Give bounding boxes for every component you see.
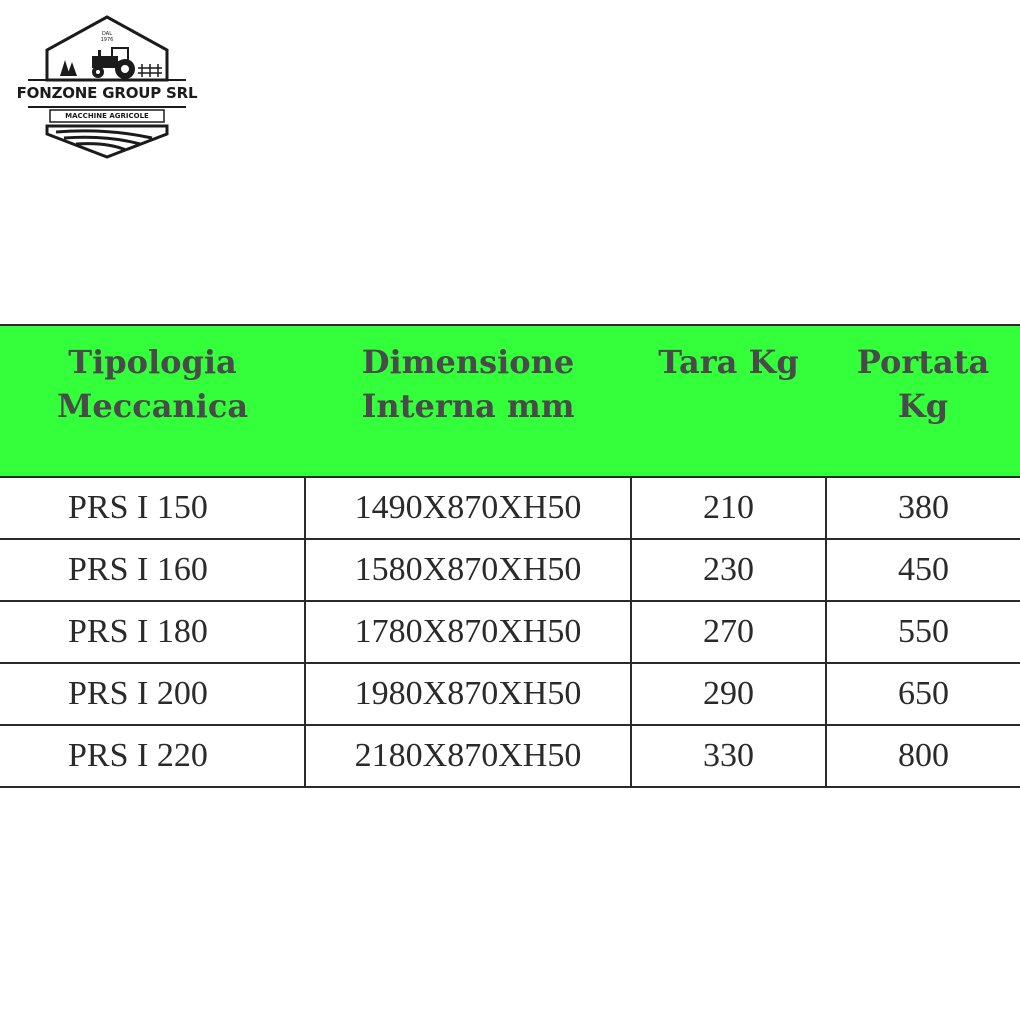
cell-capacity: 800 bbox=[826, 725, 1020, 787]
cell-dimension: 1580X870XH50 bbox=[305, 539, 631, 601]
table-row bbox=[0, 539, 1020, 601]
cell-dimension: 1780X870XH50 bbox=[305, 601, 631, 663]
cell-tare: 330 bbox=[631, 725, 826, 787]
header-tara: Tara Kg bbox=[631, 325, 826, 477]
cell-dimension: 2180X870XH50 bbox=[305, 725, 631, 787]
cell-capacity: 450 bbox=[826, 539, 1020, 601]
table-row bbox=[0, 663, 1020, 725]
table-row bbox=[0, 725, 1020, 787]
table-header-row bbox=[0, 325, 1020, 477]
cell-model: PRS I 220 bbox=[0, 725, 305, 787]
cell-capacity: 550 bbox=[826, 601, 1020, 663]
cell-tare: 270 bbox=[631, 601, 826, 663]
cell-tare: 230 bbox=[631, 539, 826, 601]
table-row bbox=[0, 601, 1020, 663]
cell-dimension: 1490X870XH50 bbox=[305, 477, 631, 539]
cell-capacity: 650 bbox=[826, 663, 1020, 725]
header-portata: Portata Kg bbox=[826, 325, 1020, 477]
cell-tare: 290 bbox=[631, 663, 826, 725]
specifications-table bbox=[0, 324, 1020, 788]
cell-capacity: 380 bbox=[826, 477, 1020, 539]
table-row bbox=[0, 477, 1020, 539]
logo-company-name: FONZONE GROUP SRL bbox=[16, 84, 198, 102]
header-tipologia: Tipologia Meccanica bbox=[0, 325, 305, 477]
cell-model: PRS I 180 bbox=[0, 601, 305, 663]
cell-model: PRS I 160 bbox=[0, 539, 305, 601]
header-dimensione: Dimensione Interna mm bbox=[305, 325, 631, 477]
cell-model: PRS I 200 bbox=[0, 663, 305, 725]
company-logo bbox=[12, 14, 202, 160]
cell-dimension: 1980X870XH50 bbox=[305, 663, 631, 725]
logo-tagline: MACCHINE AGRICOLE bbox=[65, 112, 149, 120]
cell-tare: 210 bbox=[631, 477, 826, 539]
logo-since: DAL 1976 bbox=[100, 31, 114, 43]
cell-model: PRS I 150 bbox=[0, 477, 305, 539]
